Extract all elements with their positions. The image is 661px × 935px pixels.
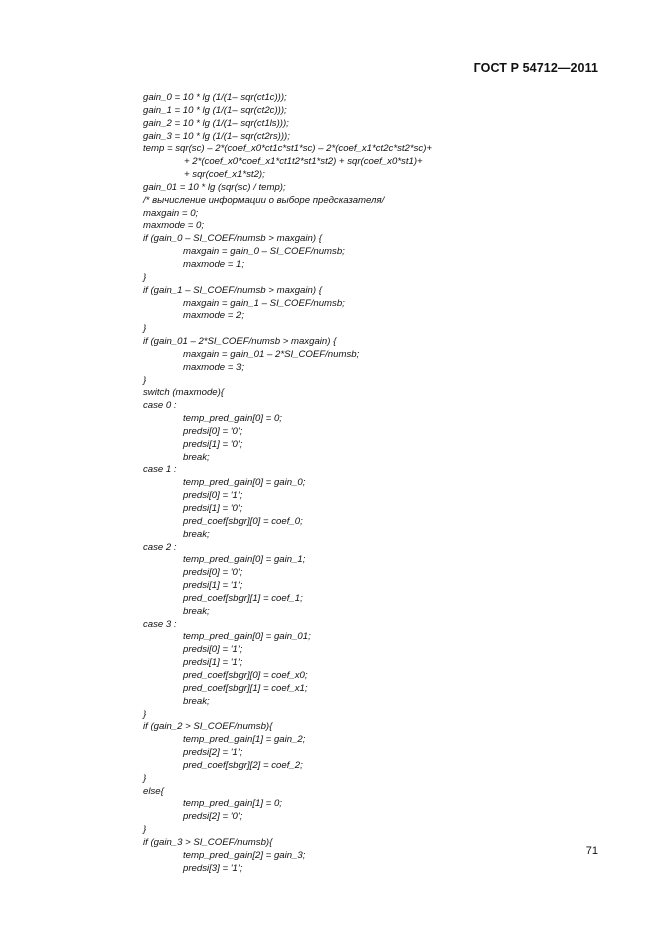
code-line: maxmode = 0; [143, 220, 205, 232]
code-line: temp_pred_gain[0] = gain_0; [183, 477, 306, 489]
code-line: predsi[0] = '1'; [183, 490, 243, 502]
code-line: temp_pred_gain[2] = gain_3; [183, 849, 306, 861]
code-line: } [143, 772, 147, 784]
code-line: } [143, 374, 147, 386]
code-line: predsi[1] = '1'; [183, 580, 243, 592]
code-line: case 3 : [143, 618, 177, 630]
code-line: break; [183, 528, 210, 540]
code-line: break; [183, 695, 210, 707]
code-listing [143, 92, 603, 875]
code-line: predsi[2] = '0'; [183, 811, 243, 823]
code-line: maxgain = 0; [143, 207, 199, 219]
code-line: + sqr(coef_x1*st2); [184, 169, 265, 181]
code-line: gain_2 = 10 * lg (1/(1– sqr(ct1ls))); [143, 117, 289, 129]
code-line: case 0 : [143, 400, 177, 412]
code-line: predsi[0] = '1'; [183, 644, 243, 656]
code-line: } [143, 323, 147, 335]
code-line: maxgain = gain_1 – SI_COEF/numsb; [183, 297, 345, 309]
code-line: pred_coef[sbgr][0] = coef_0; [183, 515, 303, 527]
standard-header: ГОСТ Р 54712—2011 [473, 61, 598, 75]
code-line: break; [183, 605, 210, 617]
code-line: if (gain_2 > SI_COEF/numsb){ [143, 721, 273, 733]
page-number: 71 [585, 845, 598, 857]
code-line: predsi[0] = '0'; [183, 567, 243, 579]
code-line: maxgain = gain_01 – 2*SI_COEF/numsb; [183, 348, 360, 360]
code-line: temp_pred_gain[1] = 0; [183, 798, 282, 810]
code-line: if (gain_0 – SI_COEF/numsb > maxgain) { [143, 233, 322, 245]
code-line: predsi[1] = '1'; [183, 657, 243, 669]
code-line: switch (maxmode){ [143, 387, 225, 399]
code-line: maxmode = 2; [183, 310, 245, 322]
code-line: temp_pred_gain[0] = gain_01; [183, 631, 311, 643]
code-line: predsi[0] = '0'; [183, 425, 243, 437]
code-line: } [143, 271, 147, 283]
code-line: if (gain_1 – SI_COEF/numsb > maxgain) { [143, 284, 322, 296]
code-line: break; [183, 451, 210, 463]
code-line: temp = sqr(sc) – 2*(coef_x0*ct1c*st1*sc) – 2*(coef_x1*ct2c*st2*sc)+ [143, 143, 433, 155]
code-line: predsi[3] = '1'; [183, 862, 243, 874]
code-line: temp_pred_gain[1] = gain_2; [183, 734, 306, 746]
code-line: maxgain = gain_0 – SI_COEF/numsb; [183, 246, 345, 258]
code-line: pred_coef[sbgr][0] = coef_x0; [183, 669, 308, 681]
code-line: maxmode = 1; [183, 258, 245, 270]
code-line: + 2*(coef_x0*coef_x1*ct1t2*st1*st2) + sqr(coef_x0*st1)+ [184, 156, 423, 168]
code-line: /* вычисление информации о выборе предсказателя/ [143, 194, 385, 206]
code-line: case 1 : [143, 464, 177, 476]
code-line: maxmode = 3; [183, 361, 245, 373]
code-line: gain_0 = 10 * lg (1/(1– sqr(ct1c))); [143, 92, 287, 103]
code-line: gain_3 = 10 * lg (1/(1– sqr(ct2rs))); [143, 130, 290, 142]
code-line: gain_01 = 10 * lg (sqr(sc) / temp); [143, 181, 286, 193]
code-line: predsi[1] = '0'; [183, 438, 243, 450]
code-line: else{ [143, 785, 164, 797]
code-line: if (gain_3 > SI_COEF/numsb){ [143, 836, 273, 848]
code-line: predsi[1] = '0'; [183, 503, 243, 514]
code-line: } [143, 824, 147, 836]
code-line: temp_pred_gain[0] = gain_1; [183, 554, 306, 566]
code-line: temp_pred_gain[0] = 0; [183, 413, 282, 425]
code-line: predsi[2] = '1'; [183, 747, 243, 759]
code-line: if (gain_01 – 2*SI_COEF/numsb > maxgain) { [143, 336, 337, 348]
code-line: pred_coef[sbgr][2] = coef_2; [183, 759, 303, 771]
code-line: case 2 : [143, 541, 177, 553]
code-line: gain_1 = 10 * lg (1/(1– sqr(ct2c))); [143, 104, 287, 116]
code-line: pred_coef[sbgr][1] = coef_1; [183, 592, 303, 604]
code-line: } [143, 708, 147, 720]
code-line: pred_coef[sbgr][1] = coef_x1; [183, 682, 308, 694]
